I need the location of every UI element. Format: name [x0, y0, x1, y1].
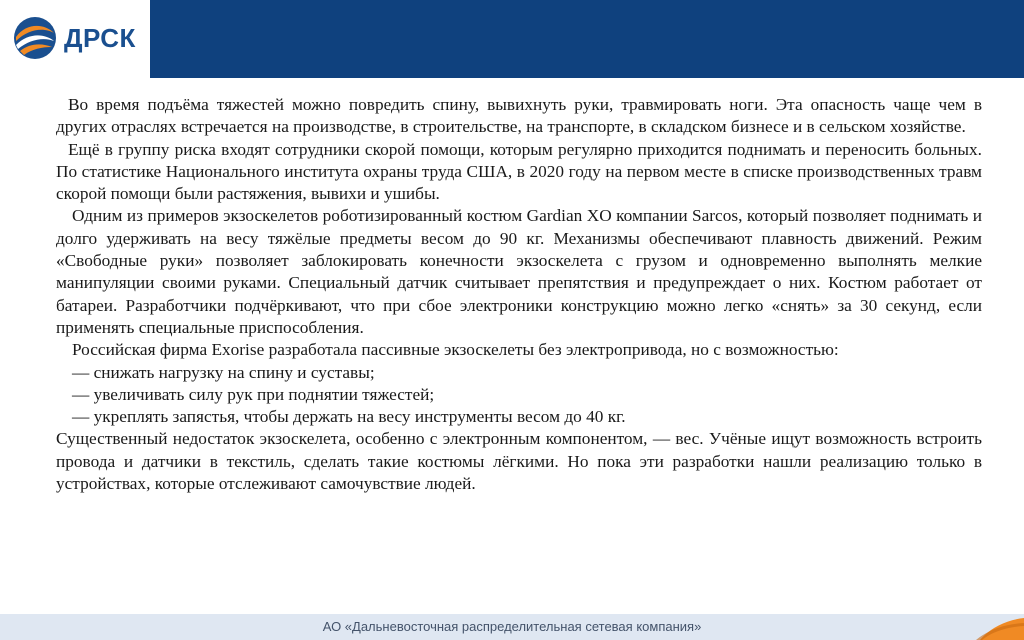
- bullet-item-3: — укреплять запястья, чтобы держать на весу инструменты весом до 40 кг.: [72, 407, 626, 427]
- footer-corner-decoration: [966, 614, 1024, 640]
- closing-paragraph: Существенный недостаток экзоскелета, особенно с электронным компонентом, — вес. Учёные ищут возможность встроить провода и датчики в текстиль, сделать такие костюмы лёгкими. Но пока эти разработки нашли реализацию только в устройствах, которые отслеживают самочувствие людей.: [56, 429, 982, 494]
- paragraph-4: Российская фирма Exorise разработала пассивные экзоскелеты без электропривода, но с возможностью:: [72, 340, 839, 360]
- paragraph-1: Во время подъёма тяжестей можно повредить спину, вывихнуть руки, травмировать ноги. Эта опасность чаще чем в других отраслях встречается на производстве, в строительстве, на транспорте, в складском бизнесе и в сельском хозяйстве.: [56, 95, 982, 137]
- paragraph-2: Ещё в группу риска входят сотрудники скорой помощи, которым регулярно приходится поднимать и переносить больных. По статистике Национального института охраны труда США, в 2020 году на первом месте в списке производственных травм скорой помощи были растяжения, вывихи и ушибы.: [56, 139, 982, 204]
- logo-text: ДРСК: [64, 22, 136, 53]
- bullet-item-2: — увеличивать силу рук при поднятии тяжестей;: [72, 384, 435, 404]
- header-band: [150, 0, 1024, 78]
- bullet-item-1: — снижать нагрузку на спину и суставы;: [72, 362, 375, 382]
- article-body: [56, 94, 982, 495]
- logo: [12, 12, 142, 64]
- footer: [0, 614, 1024, 640]
- logo-globe-icon: [12, 15, 58, 61]
- footer-text: АО «Дальневосточная распределительная сетевая компания»: [322, 619, 702, 634]
- corner-wave-icon: [966, 614, 1024, 640]
- paragraph-3: Одним из примеров экзоскелетов роботизированный костюм Gardian XO компании Sarcos, который позволяет поднимать и долго удерживать на весу тяжёлые предметы весом до 90 кг. Механизмы обеспечивают плавность движений. Режим «Свободные руки» позволяет заблокировать конечности экзоскелета с грузом и одновременно выполнять мелкие манипуляции своими руками. Специальный датчик считывает препятствия и предупреждает о них. Костюм работает от батареи. Разработчики подчёркивают, что при сбое электроники конструкцию можно легко «снять» за 30 секунд, если применять специальные приспособления.: [56, 206, 982, 337]
